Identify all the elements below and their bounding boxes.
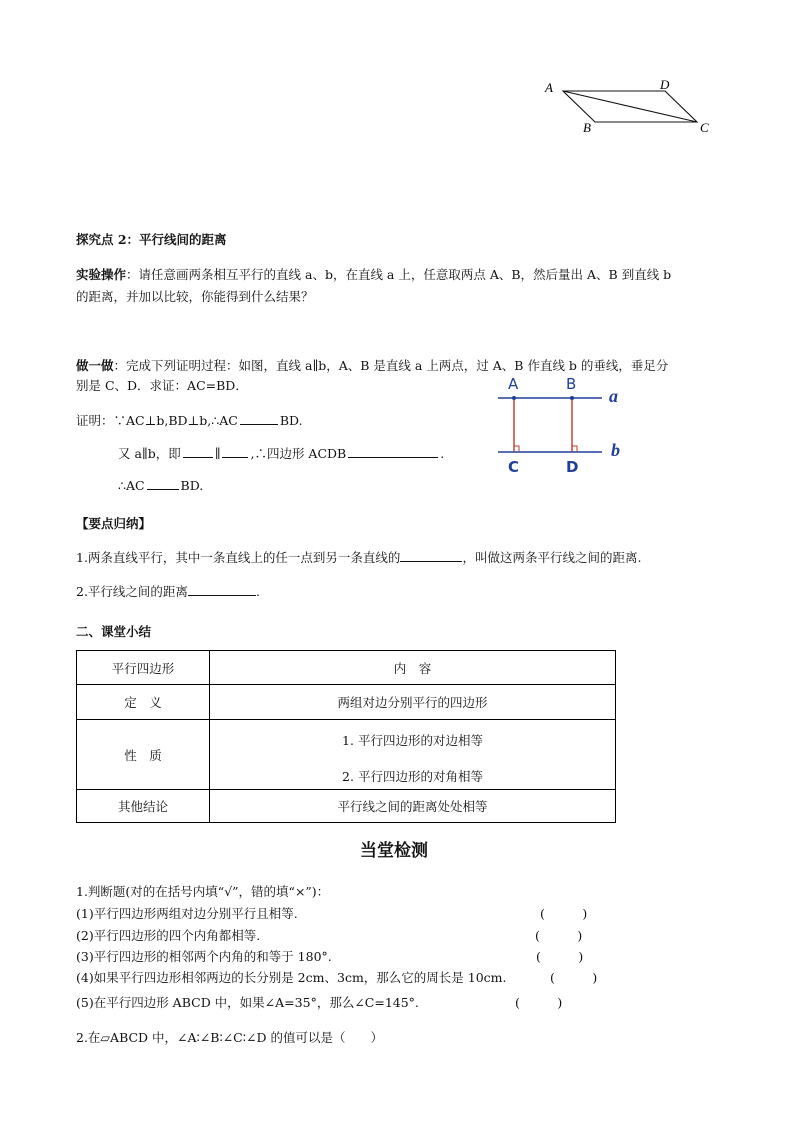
- property-1: 1. 平行四边形的对边相等: [342, 732, 483, 748]
- table-cell: 内 容: [210, 651, 616, 685]
- answer-paren[interactable]: ( ): [515, 995, 563, 1010]
- do-label: 做一做: [76, 358, 114, 373]
- table-cell: 性 质: [77, 720, 210, 790]
- experiment-label: 实验操作: [76, 267, 127, 282]
- judgment-item: (4)如果平行四边形相邻两边的长分别是 2cm、3cm，那么它的周长是 10cm.: [76, 970, 507, 985]
- test-title: 当堂检测: [360, 841, 428, 861]
- judgment-item: (5)在平行四边形 ABCD 中，如果∠A=35°，那么∠C=145°.: [76, 995, 419, 1010]
- experiment-line-1: [76, 265, 671, 283]
- table-row: [77, 685, 616, 720]
- fig2-label-D: D: [566, 458, 579, 476]
- proof-line-3: ∴AC BD.: [118, 478, 204, 493]
- experiment-text: ：请任意画两条相互平行的直线 a、b，在直线 a 上，任意取两点 A、B，然后量出 A、B 到直线 b: [126, 267, 672, 282]
- label-B: B: [583, 120, 591, 135]
- answer-paren[interactable]: ( ): [536, 949, 584, 964]
- blank[interactable]: [188, 595, 256, 596]
- property-2: 2. 平行四边形的对角相等: [342, 768, 483, 784]
- table-cell: 平行四边形: [77, 651, 210, 685]
- parallelogram-figure: [535, 70, 735, 150]
- answer-paren[interactable]: ( ): [540, 906, 588, 921]
- fig2-label-a: a: [609, 386, 618, 406]
- label-D: D: [660, 77, 670, 92]
- do-line-2: 别是 C、D．求证：AC=BD．: [76, 378, 248, 393]
- label-A: A: [545, 80, 553, 95]
- question-1: 1.判断题(对的在括号内填“√”，错的填“×”)：: [76, 884, 330, 899]
- judgment-item: (1)平行四边形两组对边分别平行且相等.: [76, 906, 298, 921]
- fig2-label-A: A: [508, 375, 519, 393]
- summary-table: [76, 650, 616, 823]
- proof-line-1: 证明：∵AC⊥b,BD⊥b,∴AC BD.: [76, 413, 303, 428]
- question-2: 2.在▱ABCD 中，∠A∶∠B∶∠C∶∠D 的值可以是（ ）: [76, 1030, 383, 1045]
- fig2-label-C: C: [508, 458, 520, 476]
- table-cell: 平行线之间的距离处处相等: [210, 790, 616, 823]
- table-cell: 其他结论: [77, 790, 210, 823]
- table-cell: [210, 720, 616, 790]
- blank[interactable]: [183, 457, 213, 458]
- do-text: ：完成下列证明过程：如图，直线 a∥b，A、B 是直线 a 上两点，过 A、B 作直线 b 的垂线，垂足分: [113, 358, 669, 373]
- fig2-label-B: B: [566, 375, 577, 393]
- fig2-label-b: b: [611, 440, 620, 460]
- table-row: [77, 651, 616, 685]
- key-point-2: 2.平行线之间的距离 .: [76, 584, 260, 599]
- blank[interactable]: [348, 457, 438, 458]
- class-summary-heading: 二、课堂小结: [76, 624, 152, 639]
- blank[interactable]: [147, 489, 179, 490]
- table-cell: 两组对边分别平行的四边形: [210, 685, 616, 720]
- section-heading: 探究点 2：平行线间的距离: [76, 232, 227, 247]
- label-C: C: [700, 120, 709, 135]
- proof-line-2: 又 a∥b，即 ∥ ,∴四边形 ACDB .: [118, 446, 445, 461]
- judgment-item: (3)平行四边形的相邻两个内角的和等于 180°.: [76, 949, 332, 964]
- answer-paren[interactable]: ( ): [535, 928, 583, 943]
- blank[interactable]: [222, 457, 248, 458]
- parallel-lines-figure: [494, 372, 634, 482]
- table-row: [77, 790, 616, 823]
- table-cell: 定 义: [77, 685, 210, 720]
- blank[interactable]: [240, 424, 278, 425]
- answer-paren[interactable]: ( ): [550, 970, 598, 985]
- experiment-line-2: 的距离，并加以比较，你能得到什么结果？: [76, 289, 314, 304]
- judgment-item: (2)平行四边形的四个内角都相等.: [76, 928, 261, 943]
- table-row: [77, 720, 616, 790]
- key-points-heading: 【要点归纳】: [76, 516, 152, 531]
- key-point-1: 1.两条直线平行，其中一条直线上的任一点到另一条直线的 ，叫做这两条平行线之间的距离.: [76, 550, 642, 565]
- blank[interactable]: [400, 561, 462, 562]
